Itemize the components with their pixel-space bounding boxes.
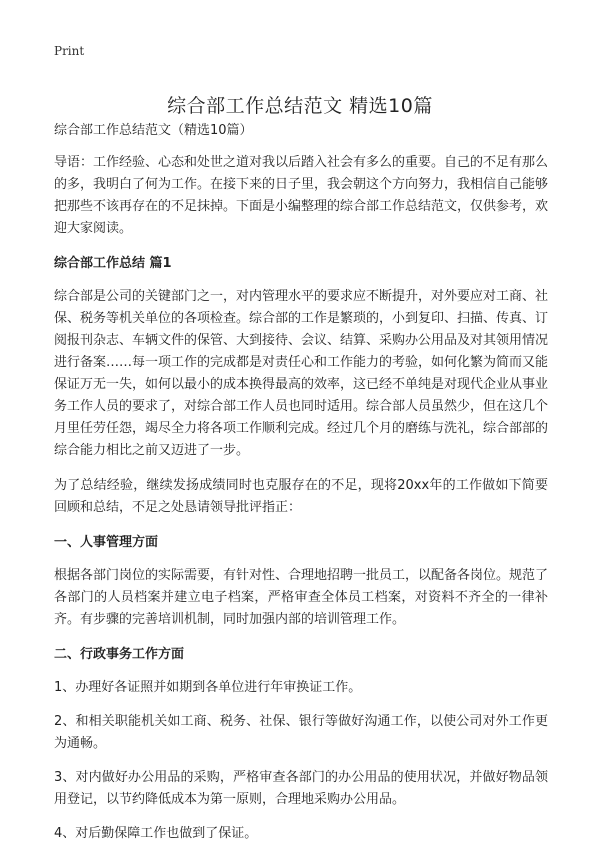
list-item: 1、办理好各证照并如期到各单位进行年审换证工作。 (54, 680, 362, 695)
list-item: 2、和相关职能机关如工商、税务、社保、银行等做好沟通工作，以使公司对外工作更为通畅。 (54, 714, 548, 751)
section-heading-admin: 二、行政事务工作方面 (54, 647, 185, 662)
print-label[interactable]: Print (54, 44, 85, 58)
list-item: 3、对内做好办公用品的采购，严格审查各部门的办公用品的使用状况，并做好物品领用登记，以节约降低成本为第一原则，合理地采购办公用品。 (54, 770, 548, 807)
document-title: 综合部工作总结范文 精选10篇 (167, 94, 433, 117)
paragraph-summary-intro: 为了总结经验，继续发扬成绩同时也克服存在的不足，现将20xx年的工作做如下简要回顾和总结，不足之处恳请领导批评指正： (54, 478, 548, 515)
document-body (54, 120, 548, 857)
list-item: 4、对后勤保障工作也做到了保证。 (54, 826, 258, 841)
paragraph-overview: 综合部是公司的关键部门之一，对内管理水平的要求应不断提升，对外要应对工商、社保、税务等机关单位的各项检查。综合部的工作是繁琐的，小到复印、扫描、传真、订阅报刊杂志、车辆文件的保管、大到接待、会议、结算、采购办公用品及对其领用情况进行备案……每一项工作的完成都是对责任心和工作能力的考验，如何化繁为简而又能保证万无一失，如何以最小的成本换得最高的效率，这已经不单纯是对现代企业从事业务工作人员的要求了，对综合部工作人员也同时适用。综合部人员虽然少，但在这几个月里任劳任怨，竭尽全力将各项工作顺利完成。经过几个月的磨练与洗礼，综合部部的综合能力相比之前又迈进了一步。 (54, 289, 549, 458)
document-subtitle: 综合部工作总结范文（精选10篇） (54, 123, 253, 138)
paragraph-hr: 根据各部门岗位的实际需要，有针对性、合理地招聘一批员工，以配备各岗位。规范了各部门的人员档案并建立电子档案，严格审查全体员工档案，对资料不齐全的一律补齐。有步骤的完善培训机制，同时加强内部的培训管理工作。 (54, 568, 549, 627)
section-heading-hr: 一、人事管理方面 (54, 535, 159, 550)
intro-paragraph: 导语：工作经验、心态和处世之道对我以后踏入社会有多么的重要。自己的不足有那么的多，我明白了何为工作。在接下来的日子里，我会朝这个方向努力，我相信自己能够把那些不该再存在的不足抹掉。下面是小编整理的综合部工作总结范文，仅供参考，欢迎大家阅读。 (54, 155, 549, 236)
section-heading-part1: 综合部工作总结 篇1 (54, 256, 172, 271)
